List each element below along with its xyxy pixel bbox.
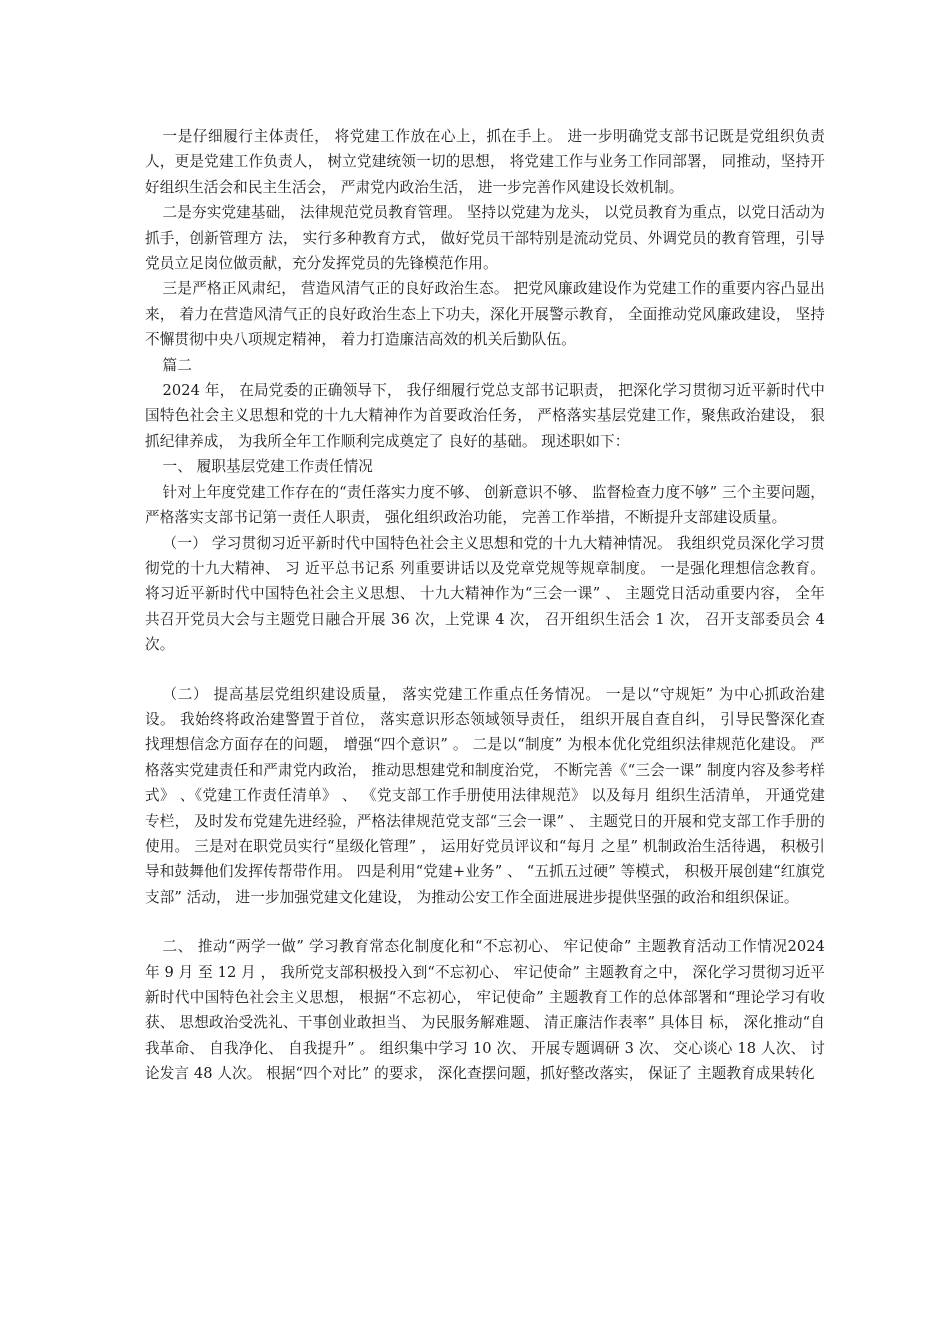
paragraph-intro-2024: 2024 年， 在局党委的正确领导下， 我仔细履行党总支部书记职责， 把深化学习贯彻习近平新时代中国特色社会主义思想和党的十九大精神作为首要政治任务， 严格落实基层党建工作，聚焦政治建设， 狠抓纪律养成， 为我所全年工作顺利完成奠定了 良好的基础。 现述职如下：: [145, 382, 825, 450]
heading-section-one: 一、 履职基层党建工作责任情况: [162, 458, 373, 476]
document-page: [145, 124, 825, 1087]
paragraph-foundation: 二是夯实党建基础， 法律规范党员教育管理。 坚持以党建为龙头， 以党员教育为重点，以党日活动为抓手，创新管理方 法， 实行多种教育方式， 做好党员干部特别是流动党员、外调党员的教育管理，引导党员立足岗位做贡献，充分发挥党员的先锋模范作用。: [145, 204, 825, 273]
paragraph-section-two: 二、 推动“两学一做” 学习教育常态化制度化和“不忘初心、 牢记使命” 主题教育活动工作情况2024 年 9 月 至 12 月 ， 我所党支部积极投入到“不忘初心、 牢记使命” 主题教育之中， 深化学习贯彻习近平新时代中国特色社会主义思想， 根据“不忘初心， 牢记使命” 主题教育工作的总体部署和“理论学习有收获、 思想政治受洗礼、干事创业敢担当、 为民服务解难题、 清正廉洁作表率” 具体目 标， 深化推动“自我革命、 自我净化、 自我提升” 。 组织集中学习 10 次、 开展专题调研 3 次、 交心谈心 18 人次、 讨论发言 48 人次。 根据“四个对比” 的要求， 深化查摆问题，抓好整改落实， 保证了 主题教育成果转化: [145, 938, 825, 1083]
paragraph-problems: 针对上年度党建工作存在的“责任落实力度不够、 创新意识不够、 监督检查力度不够” 三个主要问题， 严格落实支部书记第一责任人职责， 强化组织政治功能， 完善工作举措，不断提升支部建设质量。: [145, 483, 825, 527]
paragraph-discipline: 三是严格正风肃纪， 营造风清气正的良好政治生态。 把党风廉政建设作为党建工作的重要内容凸显出来， 着力在营造风清气正的良好政治生态上下功夫，深化开展警示教育， 全面推动党风廉政建设， 坚持不懈贯彻中央八项规定精神， 着力打造廉洁高效的机关后勤队伍。: [145, 280, 825, 349]
paragraph-subsection-two: （二） 提高基层党组织建设质量， 落实党建工作重点任务情况。 一是以“守规矩” 为中心抓政治建设。 我始终将政治建警置于首位， 落实意识形态领域领导责任， 组织开展自查自纠， 引导民警深化查找理想信念方面存在的问题， 增强“四个意识” 。 二是以“制度” 为根本优化党组织法律规范化建设。 严格落实党建责任和严肃党内政治， 推动思想建党和制度治党， 不断完善《“三会一课” 制度内容及参考样式》 、《党建工作责任清单》 、 《党支部工作手册使用法律规范》 以及每月 组织生活清单， 开通党建专栏， 及时发布党建先进经验，严格法律规范党支部“三会一课” 、 主题党日的开展和党支部工作手册的使用。 三是对在职党员实行“星级化管理” ， 运用好党员评议和“每月 之星” 机制政治生活待遇， 积极引导和鼓舞他们发挥传帮带作用。 四是利用“党建+业务” 、 “五抓五过硬” 等模式， 积极开展创建“红旗党支部” 活动， 进一步加强党建文化建设， 为推动公安工作全面进展进步提供坚强的政治和组织保证。: [145, 685, 825, 906]
section-title-part-two: 篇二: [162, 356, 192, 374]
paragraph-subsection-one: （一） 学习贯彻习近平新时代中国特色社会主义思想和党的十九大精神情况。 我组织党员深化学习贯彻党的十九大精神、 习 近平总书记系 列重要讲话以及党章党规等规章制度。 一是强化理想信念教育。 将习近平新时代中国特色社会主义思想、 十九大精神作为“三会一课” 、 主题党日活动重要内容， 全年共召开党员大会与主题党日融合开展 36 次，上党课 4 次， 召开组织生活会 1 次， 召开支部委员会 4 次。: [145, 534, 825, 654]
paragraph-responsibility: 一是仔细履行主体责任， 将党建工作放在心上，抓在手上。 进一步明确党支部书记既是党组织负责人，更是党建工作负责人， 树立党建统领一切的思想， 将党建工作与业务工作同部署， 同推动，坚持开好组织生活会和民主生活会， 严肃党内政治生活， 进一步完善作风建设长效机制。: [145, 128, 825, 196]
